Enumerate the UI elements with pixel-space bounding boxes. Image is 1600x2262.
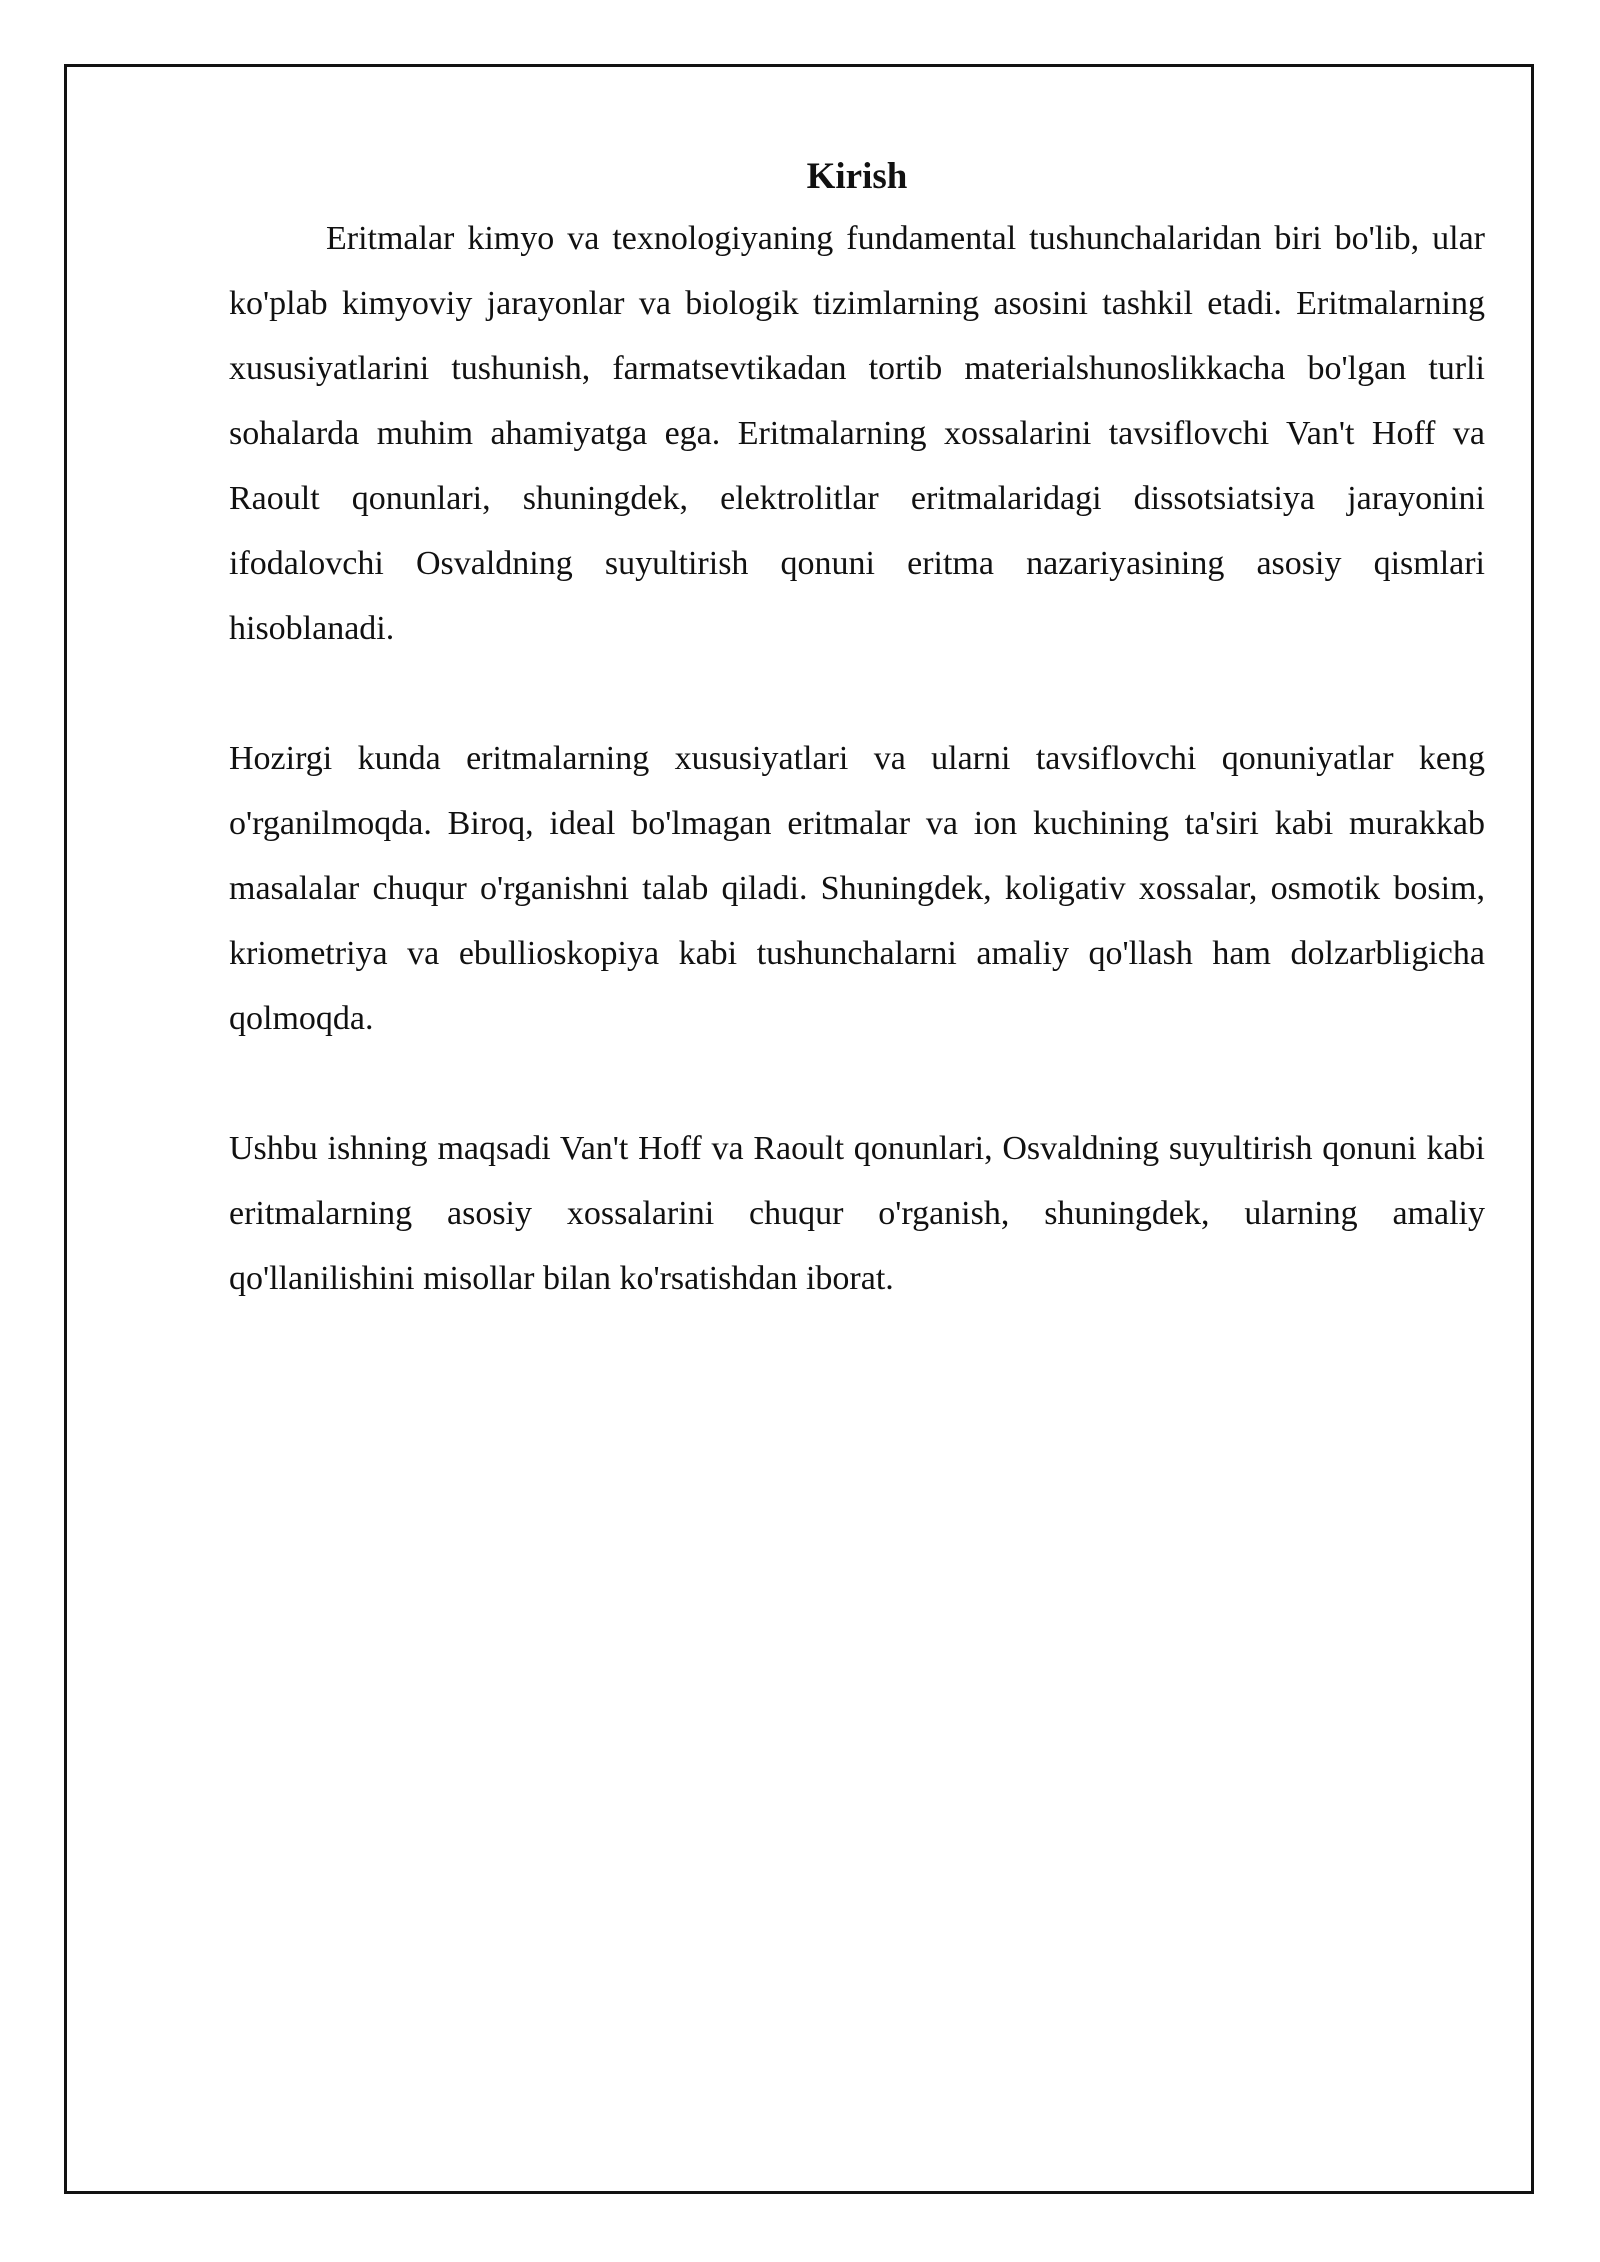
paragraph-spacer [229, 661, 1485, 726]
document-body [229, 148, 1485, 1311]
section-title: Kirish [806, 156, 908, 197]
paragraph-aim: Ushbu ishning maqsadi Van't Hoff va Raoult qonunlari, Osvaldning suyultirish qonuni kabi eritmalarning asosiy xossalarini chuqur o'rganish, shuningdek, ularning amaliy qo'llanilishini misollar bilan ko'rsatishdan iborat. [229, 1130, 1485, 1297]
paragraph-current-state: Hozirgi kunda eritmalarning xususiyatlari va ularni tavsiflovchi qonuniyatlar keng o'rganilmoqda. Biroq, ideal bo'lmagan eritmalar va ion kuchining ta'siri kabi murakkab masalalar chuqur o'rganishni talab qiladi. Shuningdek, koligativ xossalar, osmotik bosim, kriometriya va ebullioskopiya kabi tushunchalarni amaliy qo'llash ham dolzarbligicha qolmoqda. [229, 740, 1485, 1037]
paragraph-intro: Eritmalar kimyo va texnologiyaning fundamental tushunchalaridan biri bo'lib, ular ko'plab kimyoviy jarayonlar va biologik tizimlarning asosini tashkil etadi. Eritmalarning xususiyatlarini tushunish, farmatsevtikadan tortib materialshunoslikkacha bo'lgan turli sohalarda muhim ahamiyatga ega. Eritmalarning xossalarini tavsiflovchi Van't Hoff va Raoult qonunlari, shuningdek, elektrolitlar eritmalaridagi dissotsiatsiya jarayonini ifodalovchi Osvaldning suyultirish qonuni eritma nazariyasining asosiy qismlari hisoblanadi. [229, 220, 1485, 647]
paragraph-spacer [229, 1051, 1485, 1116]
